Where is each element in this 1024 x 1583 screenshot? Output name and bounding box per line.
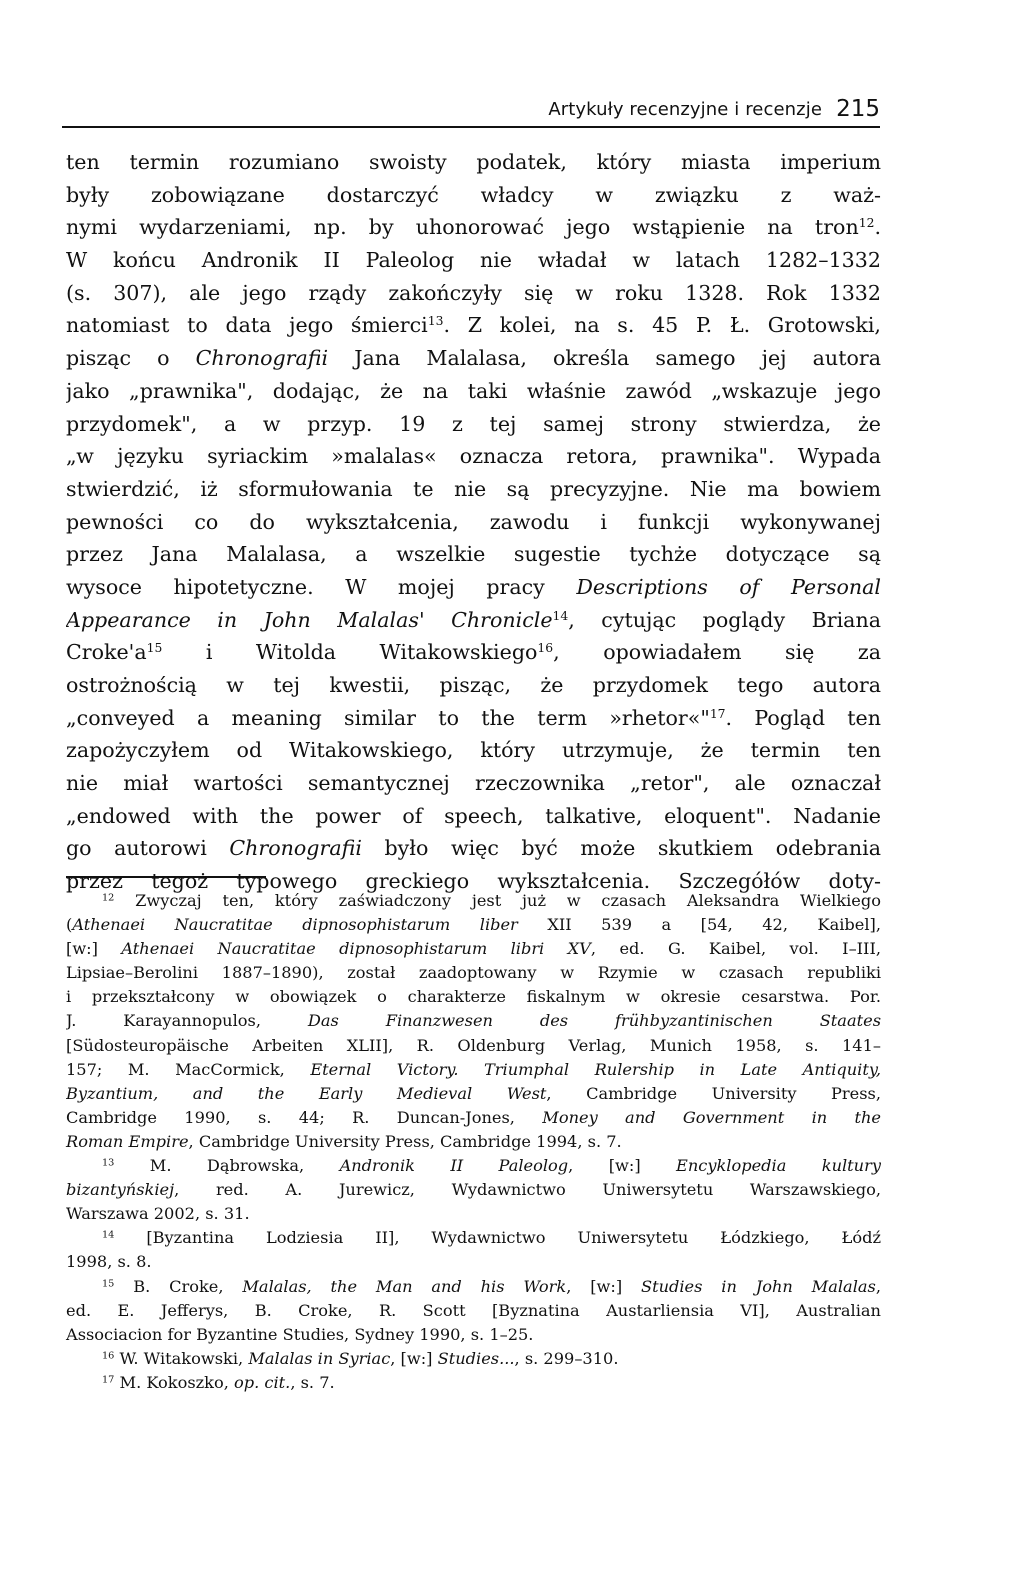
main-text — [66, 146, 881, 898]
body-line: W końcu Andronik II Paleolog nie władał w latach 1282–1332 — [66, 248, 881, 273]
body-line: natomiast to data jego śmierci$^{13}$. Z kolei, na s. 45 P. Ł. Grotowski, — [66, 313, 881, 338]
body-line: go autorowi Chronografii było więc być może skutkiem odebrania — [66, 836, 881, 861]
body-line: zapożyczyłem od Witakowskiego, który utrzymuje, że termin ten — [66, 738, 881, 763]
footnote-line: bizantyńskiej, red. A. Jurewicz, Wydawnictwo Uniwersytetu Warszawskiego, — [66, 1180, 881, 1200]
running-head: Artykuły recenzyjne i recenzje — [548, 99, 822, 120]
body-line: $Croke'a^{15}$ i Witolda Witakowskiego$^{16}$, opowiadałem się za — [66, 640, 881, 665]
body-line: „w języku syriackim »malalas« oznacza retora, prawnika". Wypada — [66, 444, 881, 469]
body-line: (s. 307), ale jego rządy zakończyły się w roku 1328. Rok 1332 — [66, 280, 881, 305]
body-line: „endowed with the power of speech, talkative, eloquent". Nadanie — [66, 803, 881, 828]
footnote-line: [w:] Athenaei Naucratitae dipnosophistarum libri XV, ed. G. Kaibel, vol. I–III, — [66, 939, 881, 959]
body-line: nymi wydarzeniami, np. by uhonorować jego wstąpienie na tron$^{12}$. — [66, 215, 881, 240]
body-line: stwierdzić, iż sformułowania te nie są precyzyjne. Nie ma bowiem — [66, 476, 881, 501]
footnote-line: Lipsiae–Berolini 1887–1890), został zaadoptowany w Rzymie w czasach republiki — [66, 963, 881, 983]
footnote-line: Roman Empire, Cambridge University Press, Cambridge 1994, s. 7. — [66, 1131, 622, 1151]
footnote-line: J. Karayannopulos, Das Finanzwesen des frühbyzantinischen Staates — [66, 1011, 881, 1031]
body-line: pisząc o Chronografii Jana Malalasa, określa samego jej autora — [66, 346, 881, 371]
page-number: 215 — [836, 96, 880, 122]
footnote-line: Byzantium, and the Early Medieval West, Cambridge University Press, — [66, 1083, 881, 1103]
body-line: Appearance in John Malalas' Chronicle$^{14}$, cytując poglądy Briana — [66, 607, 881, 632]
body-line: wysoce hipotetyczne. W mojej pracy Descriptions of Personal — [66, 574, 881, 599]
footnote-line: i przekształcony w obowiązek o charakterze fiskalnym w okresie cesarstwa. Por. — [66, 987, 881, 1007]
footnotes — [66, 889, 881, 1395]
footnote-line: $^{16}$ W. Witakowski, Malalas in Syriac, [w:] Studies..., s. 299–310. — [102, 1348, 619, 1368]
body-line: nie miał wartości semantycznej rzeczownika „retor", ale oznaczał — [66, 771, 881, 796]
footnote-line: Warszawa 2002, s. 31. — [66, 1204, 250, 1224]
footnote-line: $^{13}$ M. Dąbrowska, Andronik II Paleolog, [w:] Encyklopedia kultury — [102, 1156, 881, 1176]
page-header — [62, 88, 880, 128]
body-line: ostrożnością w tej kwestii, pisząc, że przydomek tego autora — [66, 673, 881, 697]
footnote-line: 157; M. MacCormick, Eternal Victory. Triumphal Rulership in Late Antiquity, — [66, 1059, 881, 1079]
body-line: przez tegoż typowego greckiego wykształcenia. Szczegółów doty- — [66, 869, 881, 894]
footnote-line: 1998, s. 8. — [66, 1252, 152, 1272]
body-line: „conveyed a meaning similar to the term »rhetor«"$^{17}$. Pogląd ten — [66, 705, 881, 730]
footnote-line: Associacion for Byzantine Studies, Sydney 1990, s. 1–25. — [66, 1324, 534, 1344]
footnote-line: $^{14}$ [Byzantina Lodziesia II], Wydawnictwo Uniwersytetu Łódzkiego, Łódź — [102, 1228, 881, 1248]
footnote-line: $^{17}$ M. Kokoszko, op. cit., s. 7. — [102, 1372, 335, 1392]
body-line: były zobowiązane dostarczyć władcy w związku z waż- — [66, 182, 881, 207]
footnote-line: [Südosteuropäische Arbeiten XLII], R. Oldenburg Verlag, Munich 1958, s. 141– — [66, 1035, 881, 1055]
footnote-separator — [66, 876, 266, 878]
body-line: pewności co do wykształcenia, zawodu i funkcji wykonywanej — [66, 509, 881, 534]
footnote-line: $^{12}$ Zwyczaj ten, który zaświadczony jest już w czasach Aleksandra Wielkiego — [102, 891, 881, 910]
footnote-line: (Athenaei Naucratitae dipnosophistarum liber XII 539 a [54, 42, Kaibel], — [66, 915, 881, 935]
body-line: ten termin rozumiano swoisty podatek, który miasta imperium — [66, 150, 881, 174]
body-line: przydomek", a w przyp. 19 z tej samej strony stwierdza, że — [66, 411, 881, 436]
footnote-line: $^{15}$ B. Croke, Malalas, the Man and his Work, [w:] Studies in John Malalas, — [102, 1276, 881, 1296]
footnote-line: Cambridge 1990, s. 44; R. Duncan-Jones, Money and Government in the — [66, 1107, 881, 1127]
body-line: przez Jana Malalasa, a wszelkie sugestie tychże dotyczące są — [66, 542, 881, 567]
footnote-line: ed. E. Jefferys, B. Croke, R. Scott [Byznatina Austarliensia VI], Australian — [66, 1300, 881, 1320]
body-line: jako „prawnika", dodając, że na taki właśnie zawód „wskazuje jego — [66, 378, 881, 403]
